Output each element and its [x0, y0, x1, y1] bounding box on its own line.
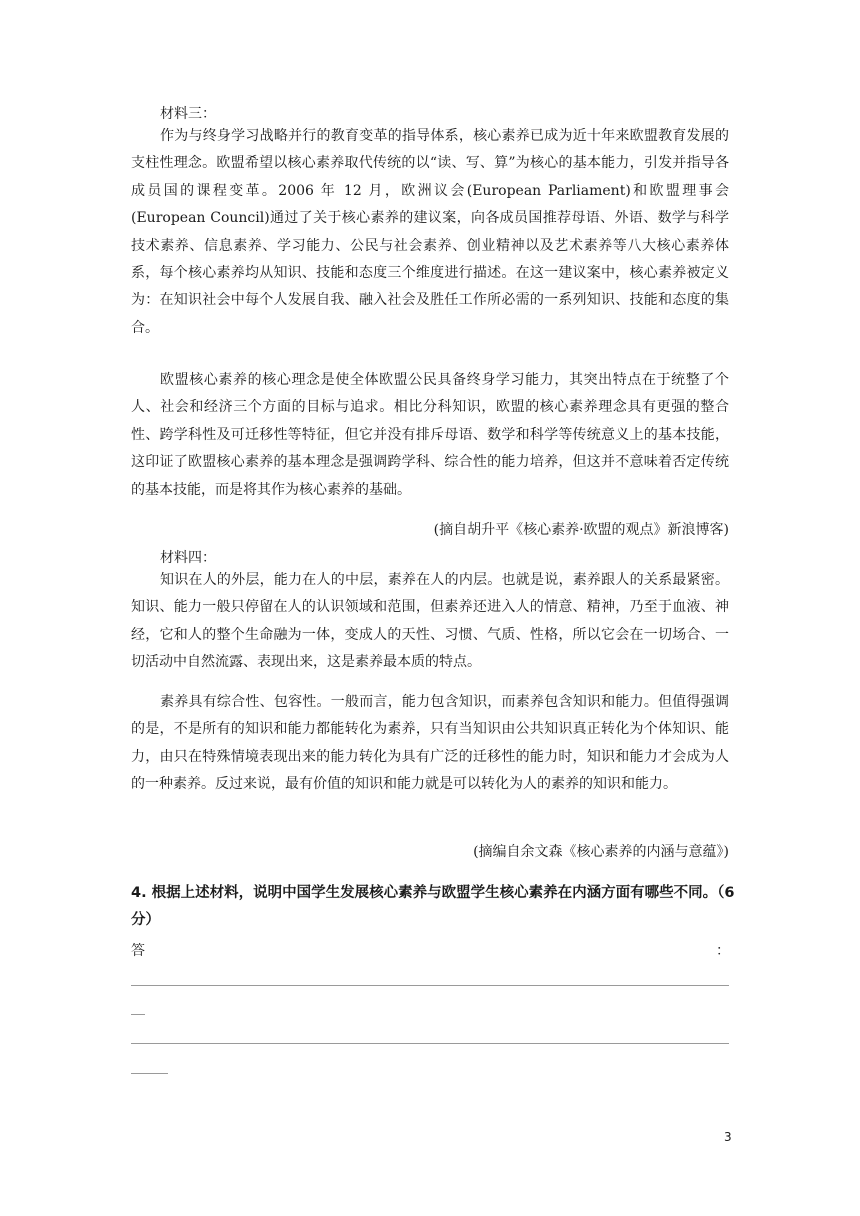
- question-4: 4. 根据上述材料，说明中国学生发展核心素养与欧盟学生核心素养在内涵方面有哪些不同。（6 分）: [131, 885, 735, 928]
- answer-line-1-continuation: [131, 1014, 145, 1015]
- material-4-paragraph-2: 素养具有综合性、包容性。一般而言，能力包含知识，而素养包含知识和能力。但值得强调的是，不是所有的知识和能力都能转化为素养，只有当知识由公共知识真正转化为个体知识、能力，由只在特殊情境表现出来的能力转化为具有广泛的迁移性的能力时，知识和能力才会成为人的一种素养。反过来说，最有价值的知识和能力就是可以转化为人的素养的知识和能力。: [131, 694, 729, 793]
- answer-line-1[interactable]: [131, 985, 729, 986]
- page-number: 3: [724, 1130, 732, 1144]
- material-3-paragraph-2: 欧盟核心素养的核心理念是使全体欧盟公民具备终身学习能力，其突出特点在于统整了个人、社会和经济三个方面的目标与追求。相比分科知识，欧盟的核心素养理念具有更强的整合性、跨学科性及可迁移性等特征，但它并没有排斥母语、数学和科学等传统意义上的基本技能，这印证了欧盟核心素养的基本理念是强调跨学科、综合性的能力培养，但这并不意味着否定传统的基本技能，而是将其作为核心素养的基础。: [131, 372, 729, 498]
- material-4-heading: 材料四：: [160, 550, 216, 566]
- material-3-source: (摘自胡升平《核心素养·欧盟的观点》新浪博客): [433, 522, 729, 538]
- answer-line-2[interactable]: [131, 1043, 729, 1044]
- answer-label: 答: [131, 943, 145, 959]
- material-3-heading: 材料三：: [160, 106, 216, 122]
- material-3-paragraph-1: 作为与终身学习战略并行的教育变革的指导体系，核心素养已成为近十年来欧盟教育发展的支柱性理念。欧盟希望以核心素养取代传统的以“读、写、算”为核心的基本能力，引发并指导各成员国的课程变革。2006 年 12 月，欧洲议会(European Parliament)和欧盟理事会(European Council)通过了关于核心素养的建议案，向各成员国推荐母语、外语、数学与科学技术素养、信息素养、学习能力、公民与社会素养、创业精神以及艺术素养等八大核心素养体系，每个核心素养均从知识、技能和态度三个维度进行描述。在这一建议案中，核心素养被定义为：在知识社会中每个人发展自我、融入社会及胜任工作所必需的一系列知识、技能和态度的集合。: [131, 128, 729, 336]
- answer-line-2-continuation: [131, 1073, 168, 1074]
- material-4-source: (摘编自余文森《核心素养的内涵与意蕴》): [473, 844, 729, 860]
- material-4-paragraph-1: 知识在人的外层，能力在人的中层，素养在人的内层。也就是说，素养跟人的关系最紧密。知识、能力一般只停留在人的认识领域和范围，但素养还进入人的情意、精神，乃至于血液、神经，它和人的整个生命融为一体，变成人的天性、习惯、气质、性格，所以它会在一切场合、一切活动中自然流露、表现出来，这是素养最本质的特点。: [131, 572, 729, 671]
- answer-colon: ：: [716, 943, 730, 959]
